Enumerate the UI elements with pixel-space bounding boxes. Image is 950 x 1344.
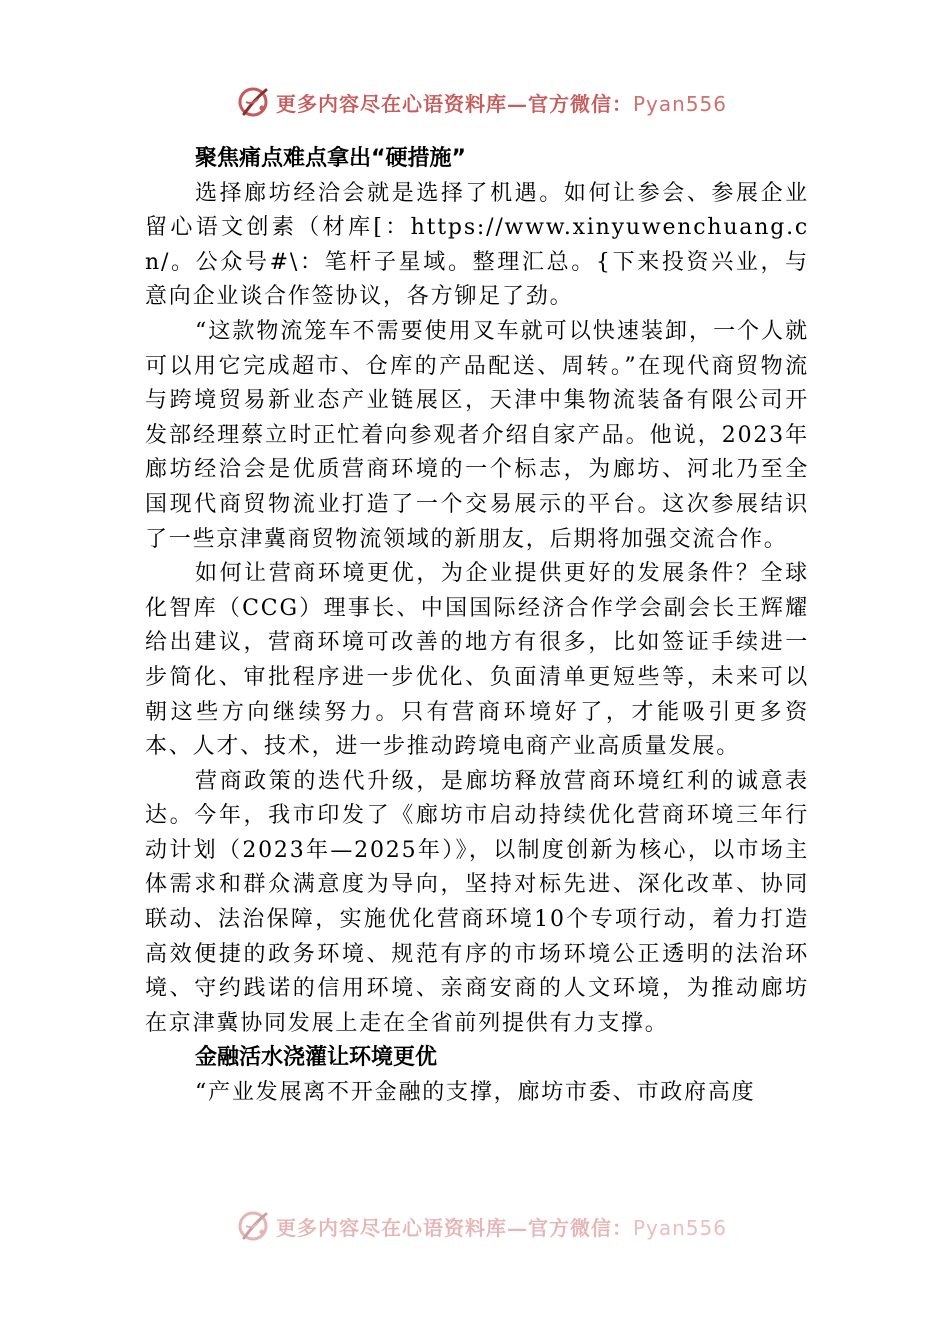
footer-banner-text: 更多内容尽在心语资料库—官方微信：Pyan556	[276, 1215, 728, 1240]
header-watermark	[236, 82, 727, 122]
article-body	[145, 142, 809, 1111]
footer-banner-handle: Pyan556	[633, 1215, 728, 1240]
paragraph-5: “产业发展离不开金融的支撑，廊坊市委、市政府高度	[195, 1080, 756, 1106]
footer-watermark	[236, 1206, 727, 1246]
brush-logo-icon	[236, 84, 272, 120]
paragraph-3: 如何让营商环境更优，为企业提供更好的发展条件？全球化智库（CCG）理事长、中国国际经济合作学会副会长王辉耀给出建议，营商环境可改善的地方有很多，比如签证手续进一步简化、审批程序进一步优化、负面清单更短些等，未来可以朝这些方向继续努力。只有营商环境好了，才能吸引更多资本、人才、技术，进一步推动跨境电商产业高质量发展。	[145, 561, 809, 760]
paragraph-2: “这款物流笼车不需要使用叉车就可以快速装卸，一个人就可以用它完成超市、仓库的产品配送、周转。”在现代商贸物流与跨境贸易新业态产业链展区，天津中集物流装备有限公司开发部经理蔡立时正忙着向参观者介绍自家产品。他说，2023年廊坊经洽会是优质营商环境的一个标志，为廊坊、河北乃至全国现代商贸物流业打造了一个交易展示的平台。这次参展结识了一些京津冀商贸物流领域的新朋友，后期将加强交流合作。	[145, 318, 809, 552]
brush-logo-icon	[236, 1208, 272, 1244]
paragraph-1: 选择廊坊经洽会就是选择了机遇。如何让参会、参展企业留心语文创素（材库[：https://www.xinyuwenchuang.cn/。公众号#\：笔杆子星域。整理汇总。{下来投资兴业，与意向企业谈合作签协议，各方铆足了劲。	[145, 180, 809, 310]
section-heading-1: 聚焦痛点难点拿出“硬措施”	[195, 146, 466, 171]
header-banner-handle: Pyan556	[633, 91, 728, 116]
header-banner-text: 更多内容尽在心语资料库—官方微信：Pyan556	[276, 91, 728, 116]
section-heading-2: 金融活水浇灌让环境更优	[195, 1045, 438, 1071]
paragraph-4: 营商政策的迭代升级，是廊坊释放营商环境红利的诚意表达。今年，我市印发了《廊坊市启动持续优化营商环境三年行动计划（2023年—2025年）》，以制度创新为核心，以市场主体需求和群众满意度为导向，坚持对标先进、深化改革、协同联动、法治保障，实施优化营商环境10个专项行动，着力打造高效便捷的政务环境、规范有序的市场环境公正透明的法治环境、守约践诺的信用环境、亲商安商的人文环境，为推动廊坊在京津冀协同发展上走在全省前列提供有力支撑。	[145, 768, 809, 1036]
